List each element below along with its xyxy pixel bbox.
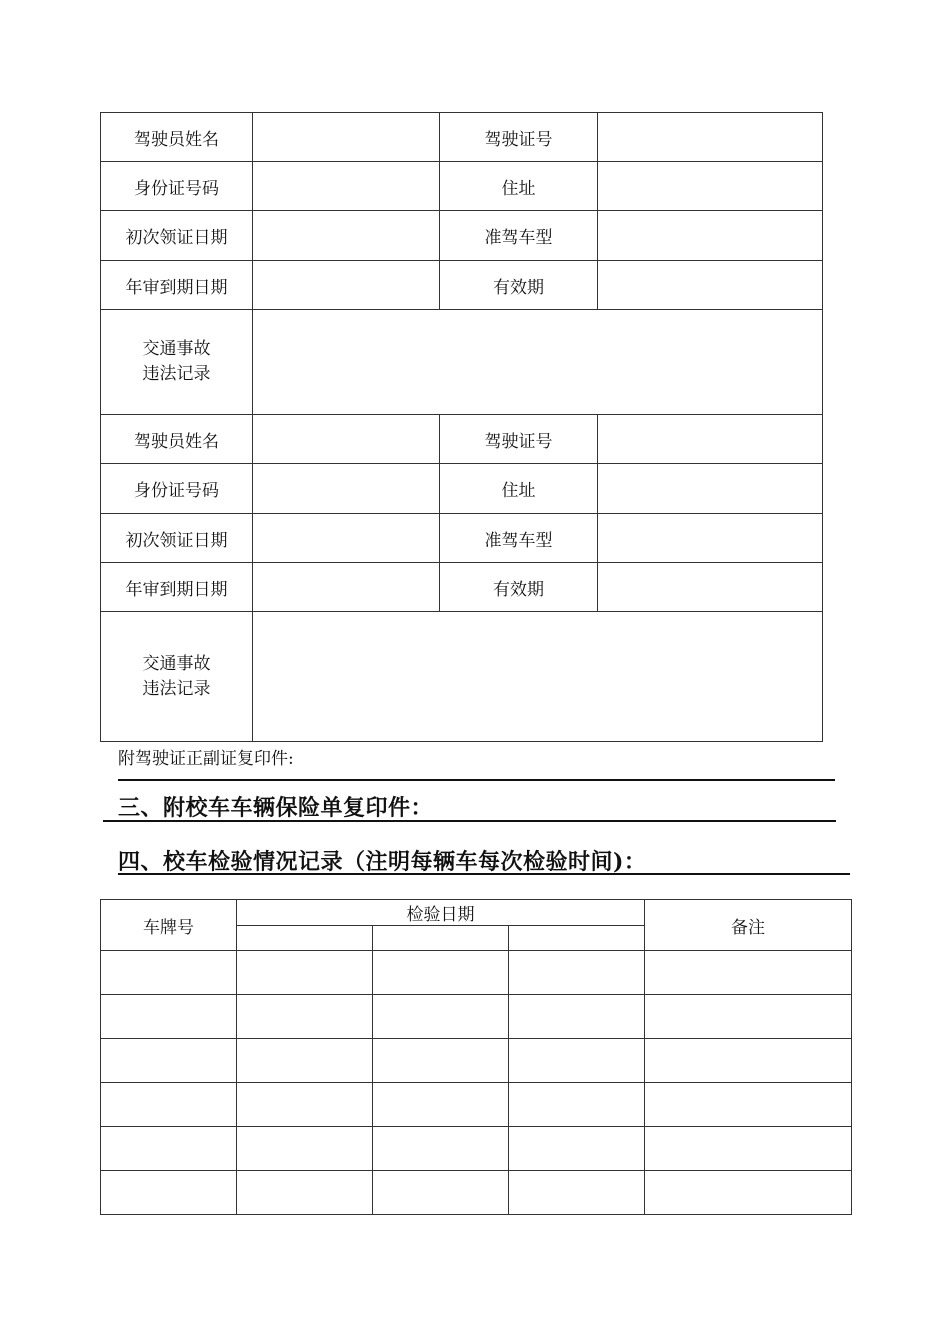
inspection-record-table — [100, 899, 852, 1215]
date-cell[interactable] — [373, 1127, 509, 1171]
id-number-field[interactable] — [253, 162, 440, 211]
first-issue-date-label: 初次领证日期 — [101, 211, 253, 261]
validity-label: 有效期 — [440, 563, 598, 612]
driver-name-label: 驾驶员姓名 — [101, 113, 253, 162]
review-due-date-label: 年审到期日期 — [101, 261, 253, 310]
inspection-date-subheader — [509, 926, 645, 951]
date-cell[interactable] — [237, 995, 373, 1039]
date-cell[interactable] — [237, 1039, 373, 1083]
remarks-cell[interactable] — [645, 951, 852, 995]
license-number-label: 驾驶证号 — [440, 415, 598, 464]
section-4-heading: 四、校车检验情况记录（注明每辆车每次检验时间)： — [118, 849, 647, 875]
date-cell[interactable] — [509, 1171, 645, 1215]
plate-cell[interactable] — [101, 1127, 237, 1171]
plate-cell[interactable] — [101, 995, 237, 1039]
review-due-date-field[interactable] — [253, 261, 440, 310]
date-cell[interactable] — [373, 1171, 509, 1215]
plate-number-header: 车牌号 — [101, 900, 237, 951]
review-due-date-label: 年审到期日期 — [101, 563, 253, 612]
plate-cell[interactable] — [101, 1171, 237, 1215]
violation-record-label-line1: 交通事故 — [142, 653, 211, 674]
violation-record-field[interactable] — [253, 612, 823, 742]
remarks-cell[interactable] — [645, 1039, 852, 1083]
divider-line — [118, 779, 835, 781]
driver-info-table — [100, 112, 823, 742]
address-field[interactable] — [598, 464, 823, 514]
address-label: 住址 — [440, 464, 598, 514]
validity-field[interactable] — [598, 261, 823, 310]
first-issue-date-field[interactable] — [253, 514, 440, 563]
id-number-label: 身份证号码 — [101, 162, 253, 211]
violation-record-label-line2: 违法记录 — [142, 678, 211, 699]
date-cell[interactable] — [237, 1083, 373, 1127]
date-cell[interactable] — [509, 951, 645, 995]
driver-name-field[interactable] — [253, 415, 440, 464]
plate-cell[interactable] — [101, 1039, 237, 1083]
validity-label: 有效期 — [440, 261, 598, 310]
table-row — [101, 1039, 852, 1083]
vehicle-class-field[interactable] — [598, 514, 823, 563]
driver-name-field[interactable] — [253, 113, 440, 162]
date-cell[interactable] — [237, 951, 373, 995]
violation-record-label-line2: 违法记录 — [142, 364, 211, 384]
violation-record-label — [101, 310, 253, 415]
license-copy-note: 附驾驶证正副证复印件: — [118, 749, 294, 769]
date-cell[interactable] — [509, 995, 645, 1039]
remarks-cell[interactable] — [645, 1127, 852, 1171]
date-cell[interactable] — [509, 1127, 645, 1171]
id-number-label: 身份证号码 — [101, 464, 253, 514]
table-row — [101, 951, 852, 995]
table-row — [101, 995, 852, 1039]
violation-record-label — [101, 612, 253, 742]
vehicle-class-label: 准驾车型 — [440, 211, 598, 261]
vehicle-class-label: 准驾车型 — [440, 514, 598, 563]
plate-cell[interactable] — [101, 951, 237, 995]
date-cell[interactable] — [373, 1083, 509, 1127]
id-number-field[interactable] — [253, 464, 440, 514]
address-field[interactable] — [598, 162, 823, 211]
license-number-field[interactable] — [598, 113, 823, 162]
divider-line — [118, 873, 850, 875]
remarks-header: 备注 — [645, 900, 852, 951]
remarks-cell[interactable] — [645, 1083, 852, 1127]
license-number-label: 驾驶证号 — [440, 113, 598, 162]
date-cell[interactable] — [237, 1171, 373, 1215]
inspection-date-header: 检验日期 — [237, 900, 645, 926]
inspection-date-subheader — [373, 926, 509, 951]
date-cell[interactable] — [509, 1083, 645, 1127]
date-cell[interactable] — [373, 1039, 509, 1083]
vehicle-class-field[interactable] — [598, 211, 823, 261]
first-issue-date-field[interactable] — [253, 211, 440, 261]
violation-record-field[interactable] — [253, 310, 823, 415]
plate-cell[interactable] — [101, 1083, 237, 1127]
table-row — [101, 1083, 852, 1127]
divider-line — [103, 820, 836, 822]
date-cell[interactable] — [373, 951, 509, 995]
inspection-date-subheader — [237, 926, 373, 951]
date-cell[interactable] — [509, 1039, 645, 1083]
validity-field[interactable] — [598, 563, 823, 612]
remarks-cell[interactable] — [645, 1171, 852, 1215]
remarks-cell[interactable] — [645, 995, 852, 1039]
date-cell[interactable] — [373, 995, 509, 1039]
section-3-heading: 三、附校车车辆保险单复印件： — [118, 795, 434, 821]
address-label: 住址 — [440, 162, 598, 211]
review-due-date-field[interactable] — [253, 563, 440, 612]
first-issue-date-label: 初次领证日期 — [101, 514, 253, 563]
date-cell[interactable] — [237, 1127, 373, 1171]
violation-record-label-line1: 交通事故 — [142, 339, 211, 359]
table-row — [101, 1171, 852, 1215]
driver-name-label: 驾驶员姓名 — [101, 415, 253, 464]
table-row — [101, 1127, 852, 1171]
license-number-field[interactable] — [598, 415, 823, 464]
